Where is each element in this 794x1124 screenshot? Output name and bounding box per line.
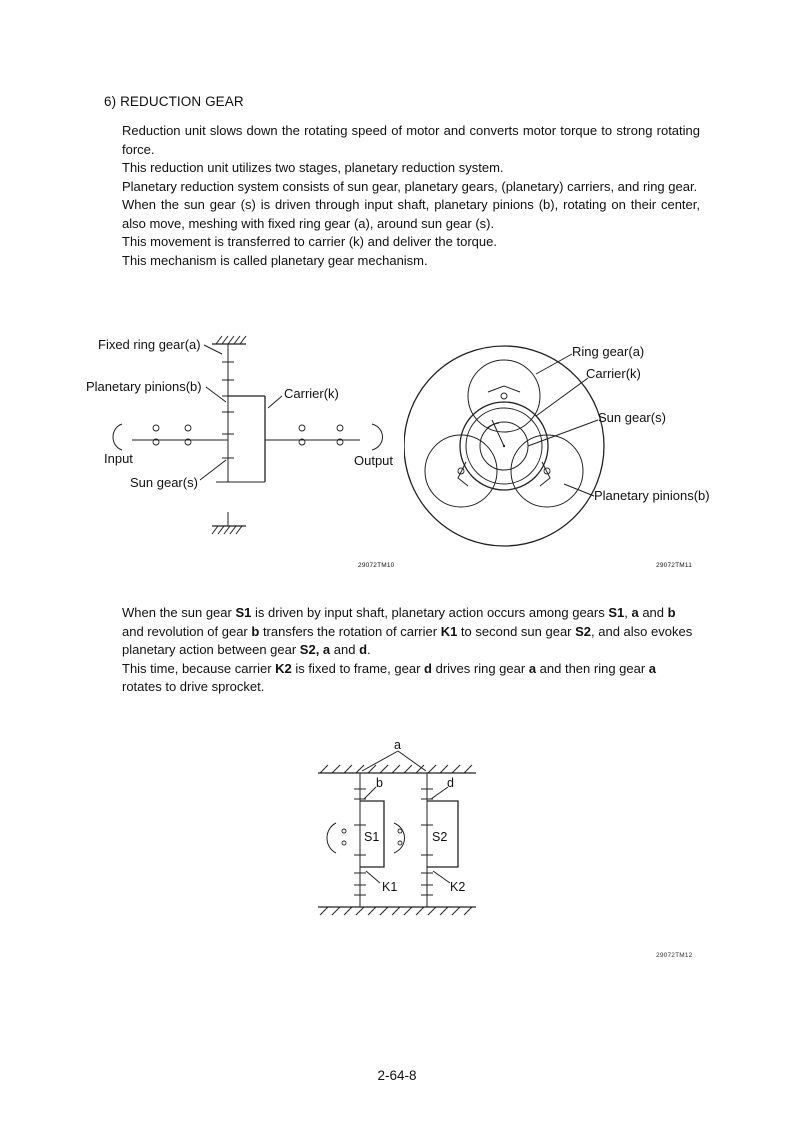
- label-planetary-pinions: Planetary pinions(b): [86, 379, 202, 394]
- label-sun-gear: Sun gear(s): [130, 475, 198, 490]
- pinion-top: [468, 360, 540, 432]
- label-k2: K2: [450, 880, 466, 894]
- label-b: b: [376, 776, 383, 790]
- intro-text: [122, 122, 700, 270]
- label-k1: K1: [382, 880, 398, 894]
- hatch-bottom: [212, 526, 242, 534]
- intro-paragraph-4: When the sun gear (s) is driven through input shaft, planetary pinions (b), rotating on their center, also move, meshing with fixed ring gear (a), around sun gear (s).: [122, 197, 700, 231]
- hatch-top: [216, 336, 246, 344]
- label-output: Output: [354, 453, 394, 468]
- intro-paragraph-1: Reduction unit slows down the rotating speed of motor and converts motor torque to strong rotating force.: [122, 123, 700, 157]
- middle-line-3: planetary action between gear S2, a and d.: [122, 642, 371, 657]
- label-input: Input: [104, 451, 133, 466]
- label-fixed-ring-gear: Fixed ring gear(a): [98, 337, 201, 352]
- figure-1-code: 29072TM10: [358, 562, 395, 569]
- middle-line-5: rotates to drive sprocket.: [122, 679, 265, 694]
- section-heading: [104, 94, 244, 109]
- intro-paragraph-6: This mechanism is called planetary gear mechanism.: [122, 252, 428, 268]
- figure-2-code: 29072TM11: [656, 562, 693, 569]
- label-carrier: Carrier(k): [284, 386, 339, 401]
- input-rotation-arrow: [113, 424, 122, 450]
- intro-paragraph-3: Planetary reduction system consists of sun gear, planetary gears, (planetary) carriers, and ring gear.: [122, 178, 698, 194]
- label-ring-gear: Ring gear(a): [572, 344, 645, 359]
- middle-line-2: and revolution of gear b transfers the rotation of carrier K1 to second sun gear S2, and also evokes: [122, 623, 693, 639]
- output-rotation-arrow: [372, 424, 383, 450]
- section-title: REDUCTION GEAR: [120, 94, 244, 109]
- figure-3-code: 29072TM12: [656, 952, 693, 959]
- intro-paragraph-2: This reduction unit utilizes two stages, planetary reduction system.: [122, 160, 504, 175]
- label-a: a: [394, 738, 401, 752]
- intro-paragraph-5: This movement is transferred to carrier (k) and deliver the torque.: [122, 234, 497, 249]
- label-s2: S2: [432, 830, 448, 844]
- planetary-front-view: [404, 320, 764, 580]
- label-sun-gear-2: Sun gear(s): [598, 410, 666, 425]
- middle-line-4: This time, because carrier K2 is fixed to frame, gear d drives ring gear a and then ring gear a: [122, 660, 657, 676]
- middle-rotation-arrow: [394, 823, 405, 853]
- label-d: d: [447, 776, 454, 790]
- label-planetary-pinions-2: Planetary pinions(b): [594, 488, 710, 503]
- middle-text: [122, 604, 700, 697]
- label-carrier-2: Carrier(k): [586, 366, 641, 381]
- input-rotation-arrow-2: [327, 823, 336, 853]
- label-s1: S1: [364, 830, 380, 844]
- schematic-diagram: [0, 320, 410, 580]
- middle-line-1: When the sun gear S1 is driven by input shaft, planetary action occurs among gears S1, a and b: [122, 605, 676, 620]
- section-number: 6): [104, 94, 117, 109]
- two-stage-diagram: [300, 735, 500, 930]
- page-number: 2-64-8: [377, 1068, 417, 1083]
